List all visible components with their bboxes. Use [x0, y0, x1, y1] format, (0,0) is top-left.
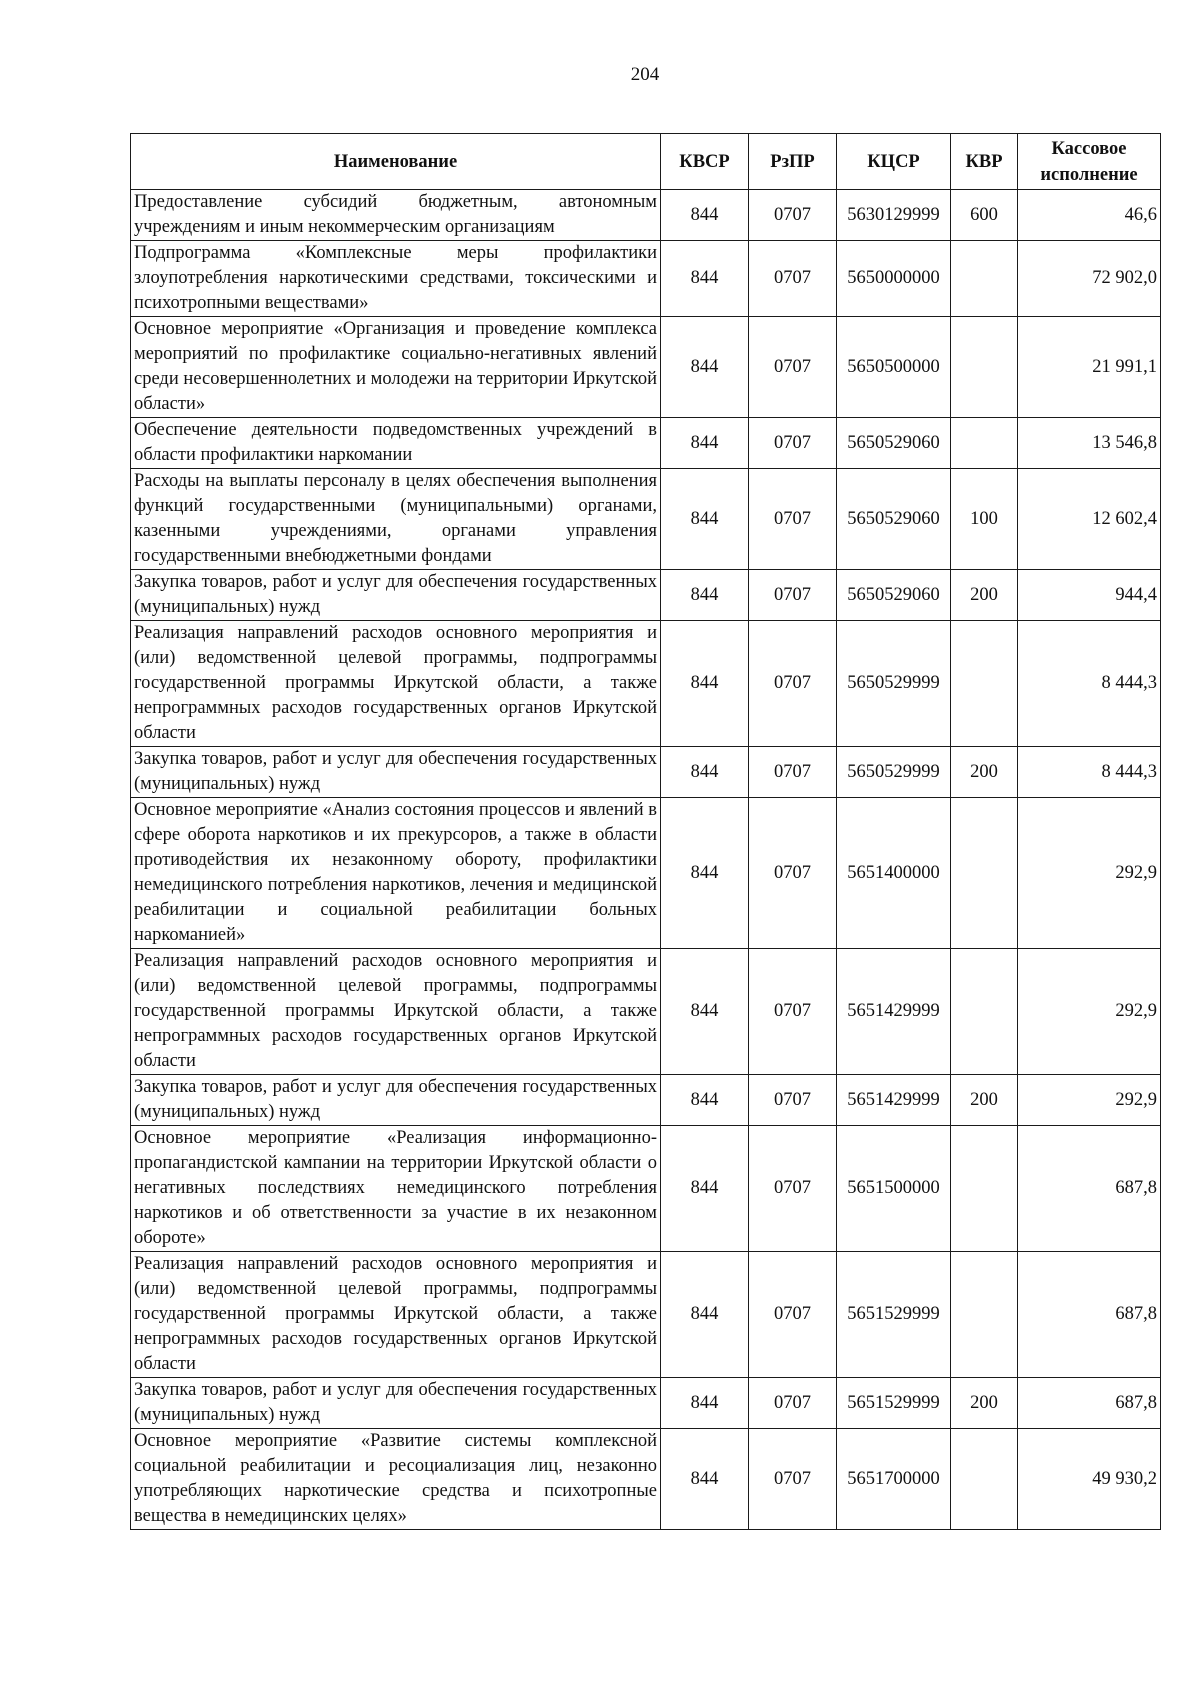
- row-kvsr-cell: 844: [661, 1429, 749, 1530]
- table-header-row: [131, 134, 1161, 190]
- row-rzpr-cell: 0707: [749, 1429, 837, 1530]
- row-kvsr-cell: 844: [661, 949, 749, 1075]
- table-row: [131, 1429, 1161, 1530]
- row-rzpr-cell: 0707: [749, 798, 837, 949]
- row-kvsr-cell: 844: [661, 418, 749, 469]
- row-rzpr-cell: 0707: [749, 570, 837, 621]
- row-kvsr-cell: 844: [661, 747, 749, 798]
- table-row: [131, 570, 1161, 621]
- row-name-cell: Реализация направлений расходов основного мероприятия и (или) ведомственной целевой программы, подпрограммы государственной программы Иркутской области, а также непрограммных расходов государственных органов Иркутской области: [131, 621, 661, 747]
- table-body: [131, 190, 1161, 1530]
- header-rzpr: РзПР: [749, 134, 837, 190]
- table-row: [131, 190, 1161, 241]
- row-kcsr-cell: 5650529999: [837, 747, 951, 798]
- row-kvr-cell: [951, 1252, 1018, 1378]
- row-kvsr-cell: 844: [661, 190, 749, 241]
- row-kcsr-cell: 5650529060: [837, 570, 951, 621]
- row-kcsr-cell: 5650529999: [837, 621, 951, 747]
- row-name-cell: Обеспечение деятельности подведомственных учреждений в области профилактики наркомании: [131, 418, 661, 469]
- row-amount-cell: 21 991,1: [1018, 317, 1161, 418]
- row-rzpr-cell: 0707: [749, 1075, 837, 1126]
- row-name-cell: Закупка товаров, работ и услуг для обеспечения государственных (муниципальных) нужд: [131, 1075, 661, 1126]
- row-amount-cell: 687,8: [1018, 1252, 1161, 1378]
- row-rzpr-cell: 0707: [749, 241, 837, 317]
- row-kvr-cell: 200: [951, 747, 1018, 798]
- table-row: [131, 317, 1161, 418]
- row-kvr-cell: [951, 798, 1018, 949]
- row-kvsr-cell: 844: [661, 798, 749, 949]
- row-kvsr-cell: 844: [661, 1378, 749, 1429]
- row-kcsr-cell: 5651400000: [837, 798, 951, 949]
- row-amount-cell: 687,8: [1018, 1126, 1161, 1252]
- row-amount-cell: 687,8: [1018, 1378, 1161, 1429]
- table-row: [131, 949, 1161, 1075]
- row-name-cell: Закупка товаров, работ и услуг для обеспечения государственных (муниципальных) нужд: [131, 570, 661, 621]
- row-kcsr-cell: 5651429999: [837, 949, 951, 1075]
- table-row: [131, 469, 1161, 570]
- table-row: [131, 1075, 1161, 1126]
- row-kcsr-cell: 5650500000: [837, 317, 951, 418]
- row-kvsr-cell: 844: [661, 1126, 749, 1252]
- row-rzpr-cell: 0707: [749, 317, 837, 418]
- row-amount-cell: 12 602,4: [1018, 469, 1161, 570]
- row-kcsr-cell: 5650529060: [837, 418, 951, 469]
- row-amount-cell: 292,9: [1018, 949, 1161, 1075]
- table-row: [131, 747, 1161, 798]
- row-kvsr-cell: 844: [661, 241, 749, 317]
- row-rzpr-cell: 0707: [749, 1378, 837, 1429]
- row-kvr-cell: 200: [951, 1075, 1018, 1126]
- row-name-cell: Предоставление субсидий бюджетным, автономным учреждениям и иным некоммерческим организациям: [131, 190, 661, 241]
- row-kvsr-cell: 844: [661, 570, 749, 621]
- row-amount-cell: 72 902,0: [1018, 241, 1161, 317]
- row-name-cell: Расходы на выплаты персоналу в целях обеспечения выполнения функций государственными (муниципальными) органами, казенными учреждениями, органами управления государственными внебюджетными фондами: [131, 469, 661, 570]
- header-kvr: КВР: [951, 134, 1018, 190]
- row-amount-cell: 46,6: [1018, 190, 1161, 241]
- row-amount-cell: 49 930,2: [1018, 1429, 1161, 1530]
- row-name-cell: Основное мероприятие «Анализ состояния процессов и явлений в сфере оборота наркотиков и их прекурсоров, а также в области противодействия их незаконному обороту, профилактики немедицинского потребления наркотиков, лечения и медицинской реабилитации и социальной реабилитации больных наркоманией»: [131, 798, 661, 949]
- row-kcsr-cell: 5650529060: [837, 469, 951, 570]
- table-row: [131, 621, 1161, 747]
- table-row: [131, 1378, 1161, 1429]
- row-rzpr-cell: 0707: [749, 469, 837, 570]
- header-kcsr: КЦСР: [837, 134, 951, 190]
- table-row: [131, 798, 1161, 949]
- row-kvr-cell: 200: [951, 570, 1018, 621]
- page-number: 204: [630, 64, 660, 85]
- row-amount-cell: 8 444,3: [1018, 747, 1161, 798]
- row-name-cell: Основное мероприятие «Развитие системы комплексной социальной реабилитации и ресоциализация лиц, незаконно употребляющих наркотические средства и психотропные вещества в немедицинских целях»: [131, 1429, 661, 1530]
- header-kvsr: КВСР: [661, 134, 749, 190]
- table-row: [131, 241, 1161, 317]
- row-rzpr-cell: 0707: [749, 621, 837, 747]
- row-rzpr-cell: 0707: [749, 418, 837, 469]
- table-row: [131, 1126, 1161, 1252]
- row-amount-cell: 944,4: [1018, 570, 1161, 621]
- row-kvr-cell: 100: [951, 469, 1018, 570]
- budget-execution-table: [130, 133, 1161, 1530]
- row-name-cell: Подпрограмма «Комплексные меры профилактики злоупотребления наркотическими средствами, токсическими и психотропными веществами»: [131, 241, 661, 317]
- row-kcsr-cell: 5651429999: [837, 1075, 951, 1126]
- row-kvr-cell: [951, 317, 1018, 418]
- row-kcsr-cell: 5651700000: [837, 1429, 951, 1530]
- row-amount-cell: 292,9: [1018, 798, 1161, 949]
- row-kvr-cell: [951, 241, 1018, 317]
- row-kcsr-cell: 5651500000: [837, 1126, 951, 1252]
- row-amount-cell: 8 444,3: [1018, 621, 1161, 747]
- row-rzpr-cell: 0707: [749, 1252, 837, 1378]
- row-name-cell: Основное мероприятие «Реализация информационно-пропагандистской кампании на территории Иркутской области о негативных последствиях немедицинского потребления наркотиков и об ответственности за участие в их незаконном обороте»: [131, 1126, 661, 1252]
- row-kvsr-cell: 844: [661, 1075, 749, 1126]
- row-amount-cell: 292,9: [1018, 1075, 1161, 1126]
- row-amount-cell: 13 546,8: [1018, 418, 1161, 469]
- row-kvsr-cell: 844: [661, 469, 749, 570]
- row-kvsr-cell: 844: [661, 1252, 749, 1378]
- row-name-cell: Закупка товаров, работ и услуг для обеспечения государственных (муниципальных) нужд: [131, 747, 661, 798]
- row-kvr-cell: 600: [951, 190, 1018, 241]
- row-rzpr-cell: 0707: [749, 1126, 837, 1252]
- row-kcsr-cell: 5651529999: [837, 1252, 951, 1378]
- row-name-cell: Закупка товаров, работ и услуг для обеспечения государственных (муниципальных) нужд: [131, 1378, 661, 1429]
- row-kcsr-cell: 5651529999: [837, 1378, 951, 1429]
- row-kcsr-cell: 5650000000: [837, 241, 951, 317]
- row-rzpr-cell: 0707: [749, 949, 837, 1075]
- row-name-cell: Реализация направлений расходов основного мероприятия и (или) ведомственной целевой программы, подпрограммы государственной программы Иркутской области, а также непрограммных расходов государственных органов Иркутской области: [131, 1252, 661, 1378]
- row-kvr-cell: [951, 1126, 1018, 1252]
- row-rzpr-cell: 0707: [749, 190, 837, 241]
- table-row: [131, 1252, 1161, 1378]
- header-amount: Кассовое исполнение: [1018, 134, 1161, 190]
- row-name-cell: Основное мероприятие «Организация и проведение комплекса мероприятий по профилактике социально-негативных явлений среди несовершеннолетних и молодежи на территории Иркутской области»: [131, 317, 661, 418]
- row-rzpr-cell: 0707: [749, 747, 837, 798]
- row-kvr-cell: 200: [951, 1378, 1018, 1429]
- row-kvsr-cell: 844: [661, 621, 749, 747]
- header-name: Наименование: [131, 134, 661, 190]
- row-kvr-cell: [951, 418, 1018, 469]
- row-kcsr-cell: 5630129999: [837, 190, 951, 241]
- table-row: [131, 418, 1161, 469]
- row-name-cell: Реализация направлений расходов основного мероприятия и (или) ведомственной целевой программы, подпрограммы государственной программы Иркутской области, а также непрограммных расходов государственных органов Иркутской области: [131, 949, 661, 1075]
- row-kvr-cell: [951, 621, 1018, 747]
- row-kvr-cell: [951, 1429, 1018, 1530]
- row-kvsr-cell: 844: [661, 317, 749, 418]
- row-kvr-cell: [951, 949, 1018, 1075]
